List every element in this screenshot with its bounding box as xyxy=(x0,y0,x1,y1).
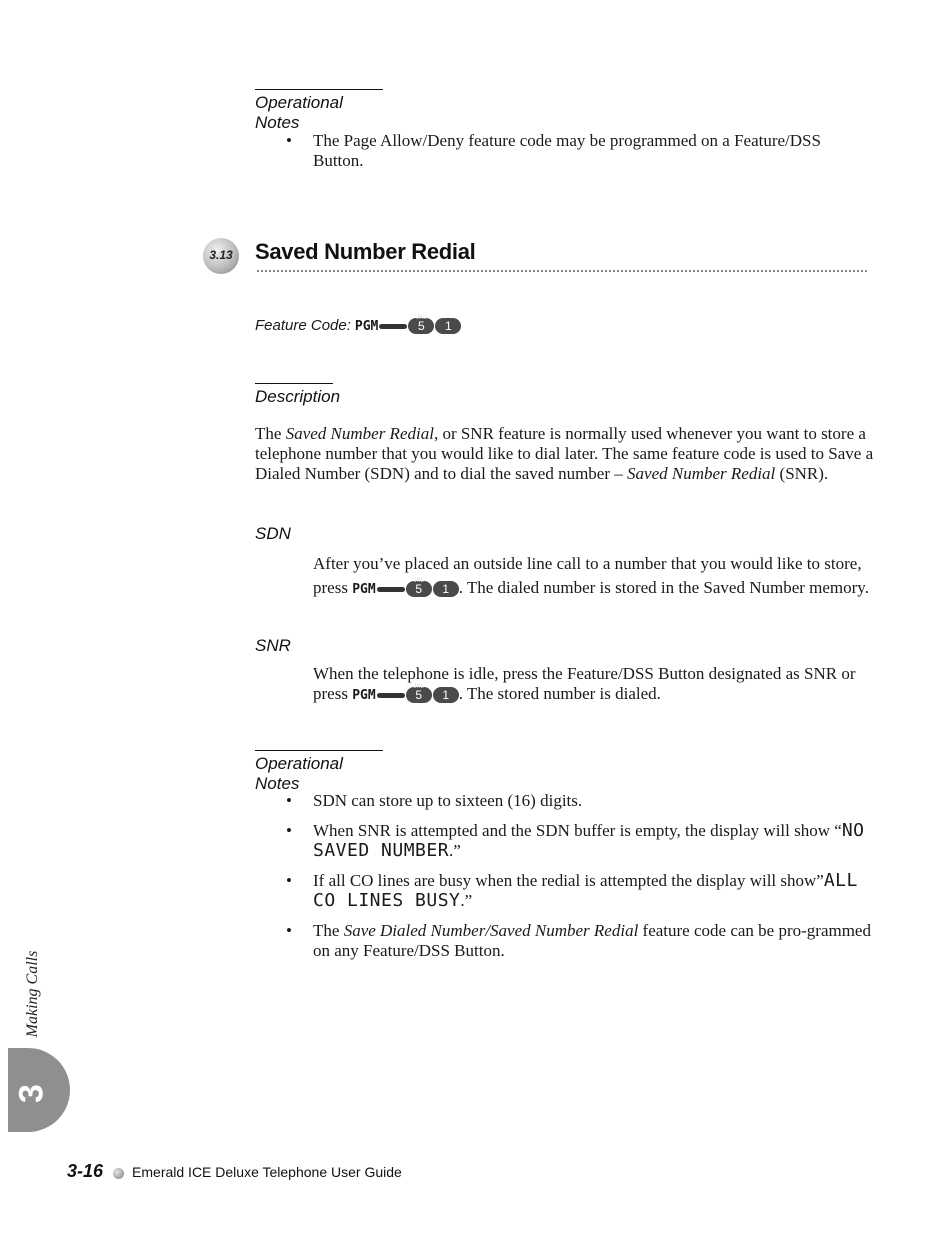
list-item: • The Page Allow/Deny feature code may be programmed on a Feature/DSS Button. xyxy=(286,131,821,170)
lcd-display-text: NO SAVED NUMBER xyxy=(313,820,865,861)
top-notes-heading: Operational Notes xyxy=(255,89,383,133)
footer-bullet-icon xyxy=(113,1168,124,1179)
description-heading: Description xyxy=(255,383,333,407)
notes-heading: Operational Notes xyxy=(255,750,383,794)
pgm-key: PGM xyxy=(352,688,376,703)
pgm-key: PGM xyxy=(354,319,379,334)
page-number: 3-16 xyxy=(67,1161,104,1181)
digit-5-key: JKL 5 xyxy=(406,687,432,703)
chapter-tab xyxy=(8,1048,70,1132)
digit-5-key: JKL 5 xyxy=(406,581,432,597)
section-title: Saved Number Redial xyxy=(255,239,476,264)
sdn-heading: SDN xyxy=(255,524,291,543)
digit-5-key: JKL 5 xyxy=(408,318,434,334)
pgm-key: PGM xyxy=(352,582,376,597)
key-connector xyxy=(377,693,405,698)
key-connector xyxy=(379,324,407,329)
list-item: • The Save Dialed Number/Saved Number Redial feature code can be pro-grammed on any Feature/DSS Button. xyxy=(286,921,871,960)
digit-1-key: 1 xyxy=(435,318,461,334)
sdn-paragraph: After you’ve placed an outside line call to a number that you would like to store, press PGM JKL 5 1 . The dialed number is stored in the Saved Number memory. xyxy=(313,554,869,597)
feature-code-label: Feature Code: xyxy=(255,317,351,334)
description-paragraph: The Saved Number Redial, or SNR feature is normally used whenever you want to store a telephone number that you would like to dial later. The same feature code is used to Save a Dialed Number (SDN) and to dial the saved number – Saved Number Redial (SNR). xyxy=(255,424,874,483)
footer xyxy=(67,1161,402,1182)
snr-heading: SNR xyxy=(255,636,291,655)
list-item: • SDN can store up to sixteen (16) digits. xyxy=(286,791,583,810)
section-number: 3.13 xyxy=(209,248,233,262)
section-divider xyxy=(257,270,867,272)
key-connector xyxy=(377,587,405,592)
digit-1-key: 1 xyxy=(433,581,459,597)
notes-list xyxy=(286,791,878,971)
feature-code-line xyxy=(255,317,461,335)
top-notes-list xyxy=(286,131,873,181)
lcd-display-text: ALL CO LINES BUSY xyxy=(313,870,858,911)
footer-title: Emerald ICE Deluxe Telephone User Guide xyxy=(132,1164,402,1180)
list-item: • If all CO lines are busy when the redial is attempted the display will show”ALL CO LINES BUSY.” xyxy=(286,870,858,911)
list-item: • When SNR is attempted and the SDN buffer is empty, the display will show “NO SAVED NUMBER.” xyxy=(286,820,865,861)
chapter-label: Making Calls xyxy=(24,950,41,1038)
snr-paragraph: When the telephone is idle, press the Feature/DSS Button designated as SNR or press PGM JKL 5 1 . The stored number is dialed. xyxy=(313,664,856,703)
digit-1-key: 1 xyxy=(433,687,459,703)
chapter-number: 3 xyxy=(12,1084,51,1103)
section-number-badge xyxy=(203,238,239,274)
